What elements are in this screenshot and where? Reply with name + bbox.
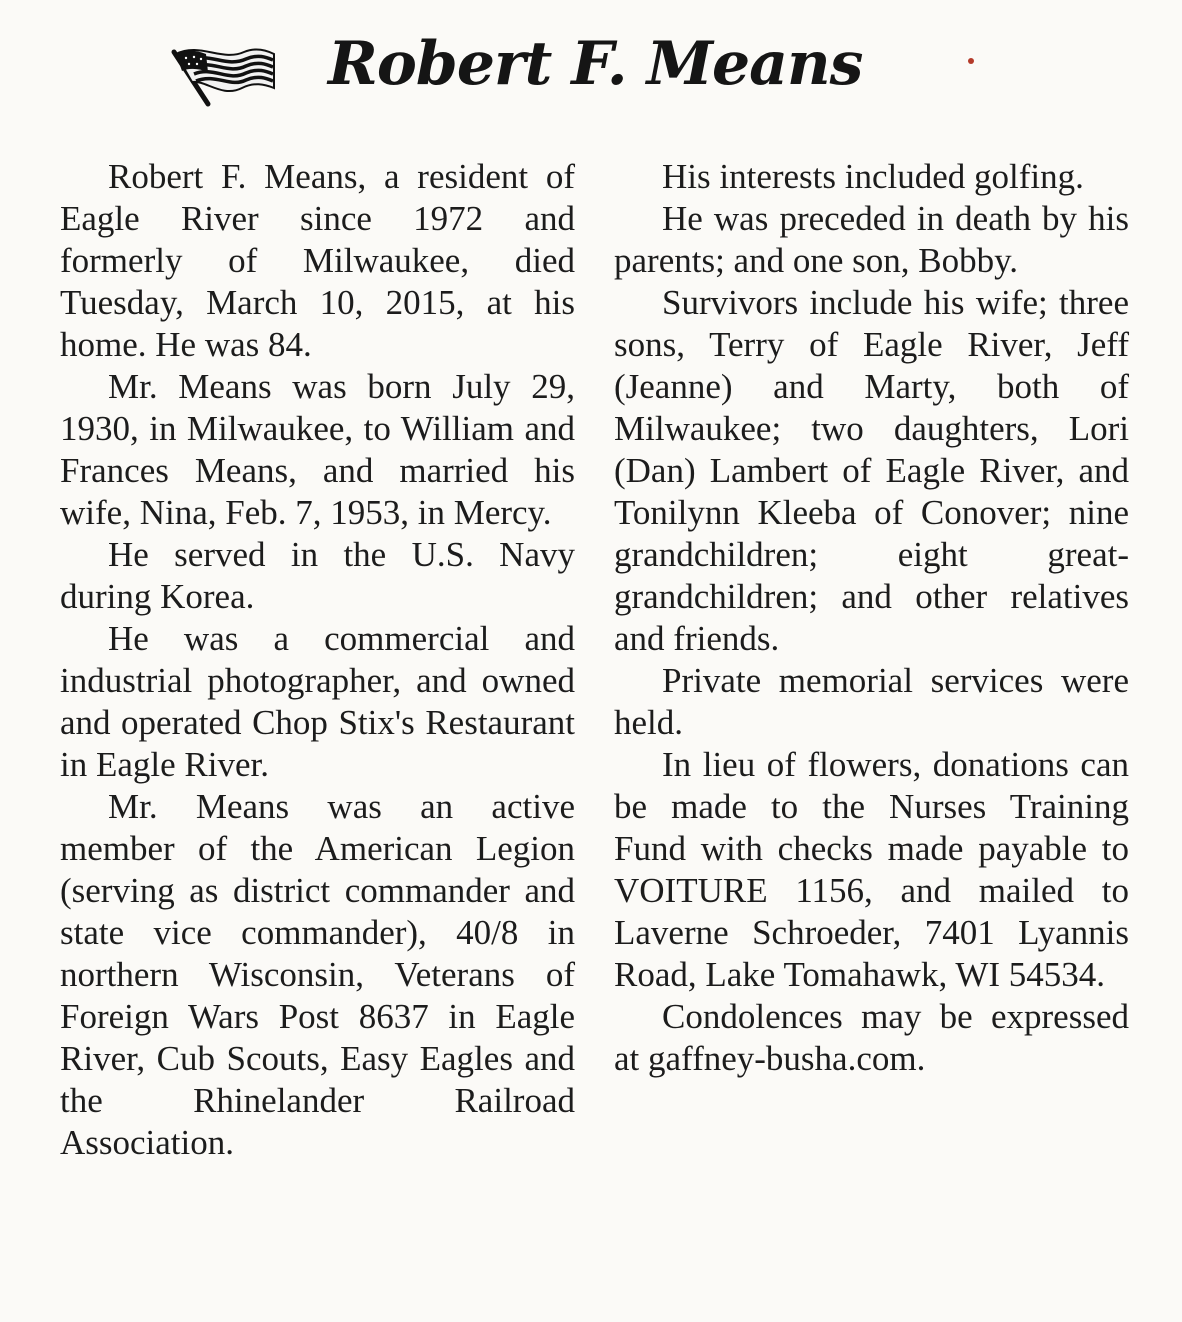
right-column [614,156,1129,1080]
paragraph-preceded: He was preceded in death by his parents; and one son, Bobby. [614,199,1129,280]
american-flag-icon [170,38,280,108]
left-column [60,156,575,1164]
paragraph-services: Private memorial services were held. [614,661,1129,742]
paragraph-condolences: Condolences may be expressed at gaffney-busha.com. [614,997,1129,1078]
paragraph-navy-service: He served in the U.S. Navy during Korea. [60,535,575,616]
paragraph-birth-marriage: Mr. Means was born July 29, 1930, in Milwaukee, to William and Frances Means, and married his wife, Nina, Feb. 7, 1953, in Mercy. [60,367,575,532]
obituary-header [170,18,930,114]
ink-speck [968,58,974,64]
paragraph-donations: In lieu of flowers, donations can be made to the Nurses Training Fund with checks made payable to VOITURE 1156, and mailed to Laverne Schroeder, 7401 Lyannis Road, Lake Tomahawk, WI 54534. [614,745,1129,994]
paragraph-survivors: Survivors include his wife; three sons, Terry of Eagle River, Jeff (Jeanne) and Marty, both of Milwaukee; two daughters, Lori (Dan) Lambert of Eagle River, and Tonilynn Kleeba of Conover; nine grandchildren; eight great-grandchildren; and other relatives and friends. [614,283,1129,658]
paragraph-memberships: Mr. Means was an active member of the American Legion (serving as district commander and state vice commander), 40/8 in northern Wisconsin, Veterans of Foreign Wars Post 8637 in Eagle River, Cub Scouts, Easy Eagles and the Rhinelander Railroad Association. [60,787,575,1162]
paragraph-interests: His interests included golfing. [662,157,1084,196]
paragraph-residence: Robert F. Means, a resident of Eagle River since 1972 and formerly of Milwaukee, died Tuesday, March 10, 2015, at his home. He was 84. [60,157,575,364]
paragraph-career: He was a commercial and industrial photographer, and owned and operated Chop Stix's Restaurant in Eagle River. [60,619,575,784]
obituary-title: Robert F. Means [328,29,863,99]
